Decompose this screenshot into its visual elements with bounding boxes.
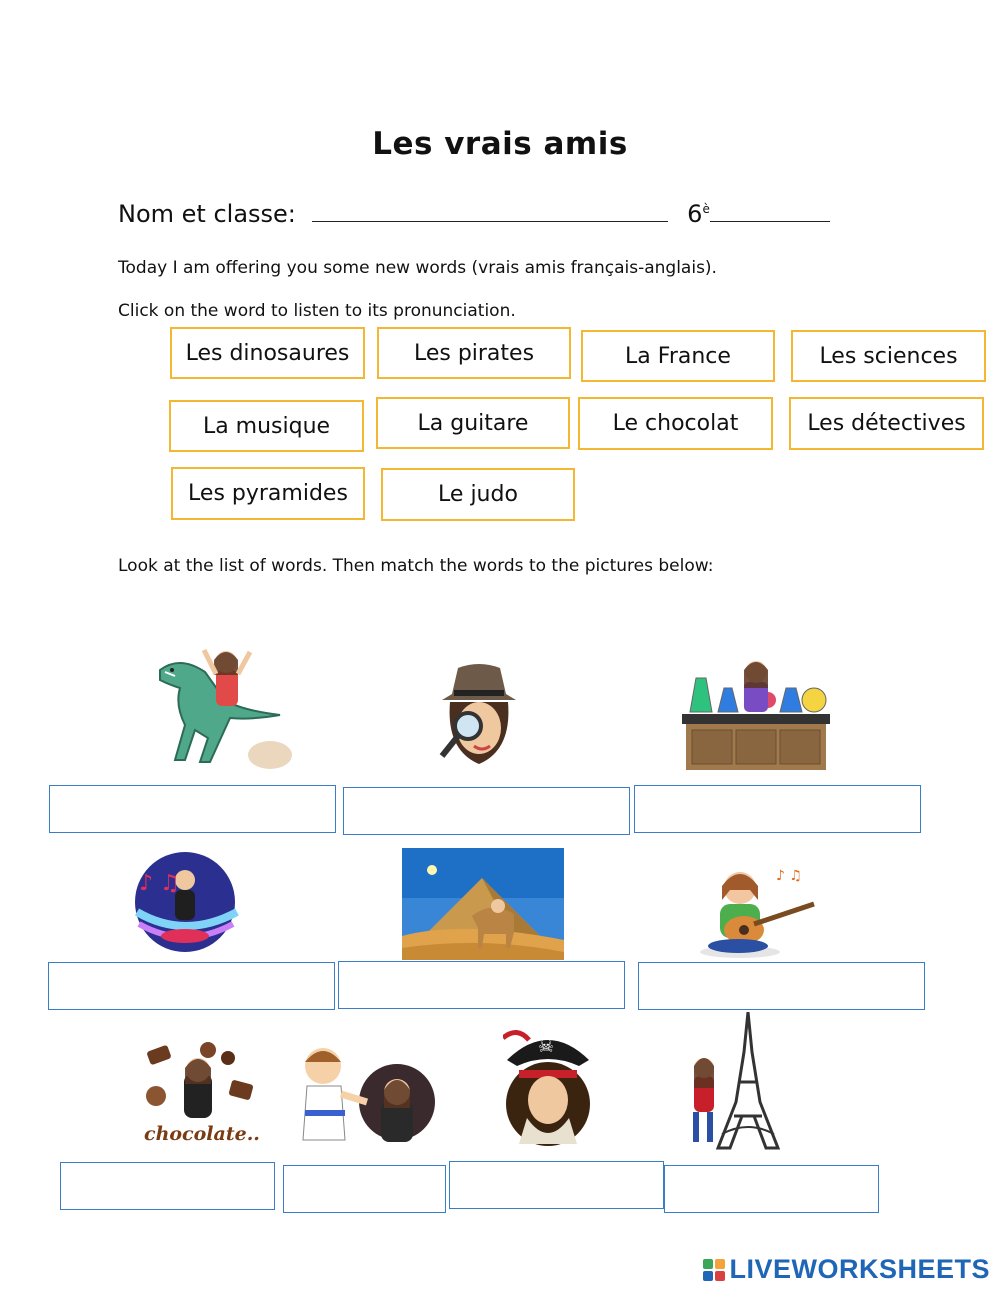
name-class-label: Nom et classe: [118, 200, 296, 228]
liveworksheets-wordmark: LIVEWORKSHEETS [729, 1254, 990, 1284]
pirate-skull-glyph: ☠ [538, 1036, 555, 1057]
answer-box-9[interactable] [449, 1161, 664, 1209]
match-instruction: Look at the list of words. Then match the words to the pictures below: [118, 556, 714, 576]
answer-box-8[interactable] [283, 1165, 446, 1213]
class-line [710, 217, 830, 222]
intro-text: Today I am offering you some new words (vrais amis français-anglais). [118, 258, 717, 278]
word-le-chocolat[interactable]: Le chocolat [578, 397, 773, 450]
answer-box-4[interactable] [48, 962, 335, 1010]
answer-box-10[interactable] [664, 1165, 879, 1213]
music-picture [125, 850, 245, 955]
science-picture [682, 648, 830, 770]
liveworksheets-logo-icon [703, 1259, 725, 1281]
dinosaur-picture [150, 640, 300, 775]
pirate-picture [503, 1020, 593, 1148]
answer-box-7[interactable] [60, 1162, 275, 1210]
answer-box-1[interactable] [49, 785, 336, 833]
guitar-note-glyphs: ♪ ♫ [776, 868, 802, 884]
pyramid-picture [402, 848, 564, 960]
worksheet-title: Les vrais amis [372, 126, 628, 162]
answer-box-3[interactable] [634, 785, 921, 833]
chocolate-picture [138, 1036, 260, 1146]
word-les-detectives[interactable]: Les détectives [789, 397, 984, 450]
answer-box-2[interactable] [343, 787, 630, 835]
word-les-dinosaures[interactable]: Les dinosaures [170, 327, 365, 379]
judo-picture [295, 1040, 437, 1148]
liveworksheets-brand [703, 1254, 990, 1285]
word-le-judo[interactable]: Le judo [381, 468, 575, 521]
chocolate-caption: chocolate.. [144, 1123, 260, 1145]
name-line [312, 217, 668, 222]
word-les-pirates[interactable]: Les pirates [377, 327, 571, 379]
class-label: 6 [687, 200, 703, 228]
word-les-pyramides[interactable]: Les pyramides [171, 467, 365, 520]
name-class-row [118, 200, 830, 228]
detective-picture [436, 660, 522, 768]
answer-box-5[interactable] [338, 961, 625, 1009]
word-les-sciences[interactable]: Les sciences [791, 330, 986, 382]
word-la-musique[interactable]: La musique [169, 400, 364, 452]
click-instruction: Click on the word to listen to its pronunciation. [118, 301, 516, 321]
music-note-glyphs: ♪ ♫ [139, 871, 180, 896]
guitar-picture [688, 860, 828, 958]
class-sup: è [702, 202, 710, 216]
eiffel-tower-picture [686, 1012, 796, 1150]
word-la-france[interactable]: La France [581, 330, 775, 382]
word-la-guitare[interactable]: La guitare [376, 397, 570, 449]
answer-box-6[interactable] [638, 962, 925, 1010]
